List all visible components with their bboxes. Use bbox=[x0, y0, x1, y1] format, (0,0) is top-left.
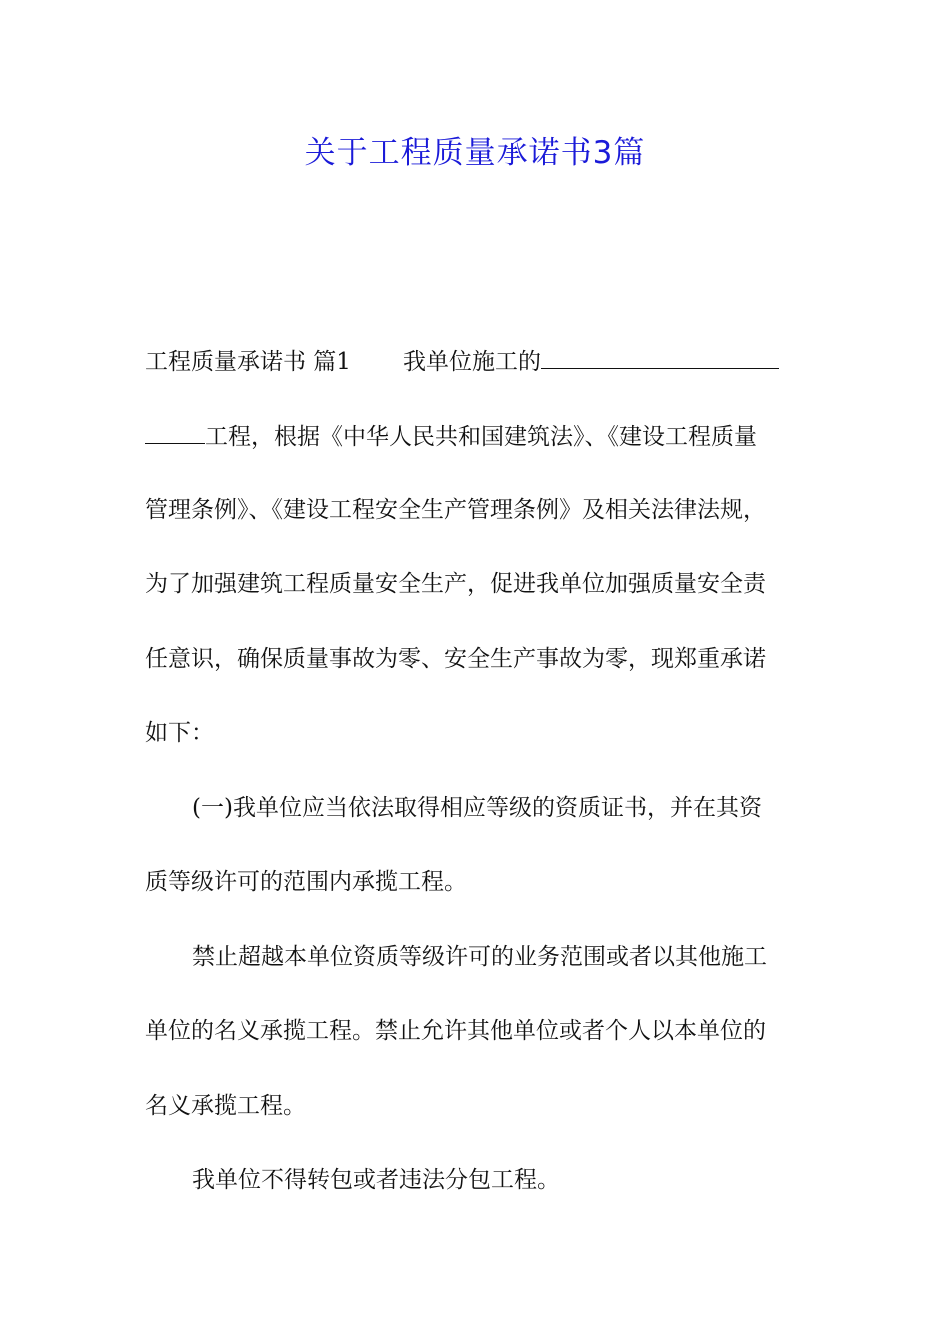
body-line-4: 为了加强建筑工程质量安全生产，促进我单位加强质量安全责 bbox=[145, 571, 766, 597]
body-line-1 bbox=[145, 340, 779, 380]
body-line-10: 单位的名义承揽工程。禁止允许其他单位或者个人以本单位的 bbox=[145, 1018, 766, 1044]
document-title: 关于工程质量承诺书3篇 bbox=[304, 135, 646, 171]
body-text: 工程，根据《中华人民共和国建筑法》、《建设工程质量 bbox=[205, 424, 757, 450]
section-heading: 工程质量承诺书 篇1 bbox=[145, 349, 351, 375]
fill-in-blank bbox=[541, 340, 779, 369]
body-line-5: 任意识，确保质量事故为零、安全生产事故为零，现郑重承诺 bbox=[145, 646, 766, 672]
fill-in-blank-continued bbox=[145, 415, 205, 444]
body-line-3: 管理条例》、《建设工程安全生产管理条例》及相关法律法规， bbox=[145, 497, 766, 523]
body-line-2 bbox=[145, 415, 757, 455]
body-line-12: 我单位不得转包或者违法分包工程。 bbox=[192, 1167, 560, 1193]
body-line-7: (一)我单位应当依法取得相应等级的资质证书，并在其资 bbox=[192, 795, 762, 821]
body-text: 我单位施工的 bbox=[402, 349, 541, 375]
body-line-6: 如下： bbox=[145, 720, 214, 746]
body-line-8: 质等级许可的范围内承揽工程。 bbox=[145, 869, 467, 895]
body-line-11: 名义承揽工程。 bbox=[145, 1093, 306, 1119]
body-line-9: 禁止超越本单位资质等级许可的业务范围或者以其他施工 bbox=[192, 944, 767, 970]
